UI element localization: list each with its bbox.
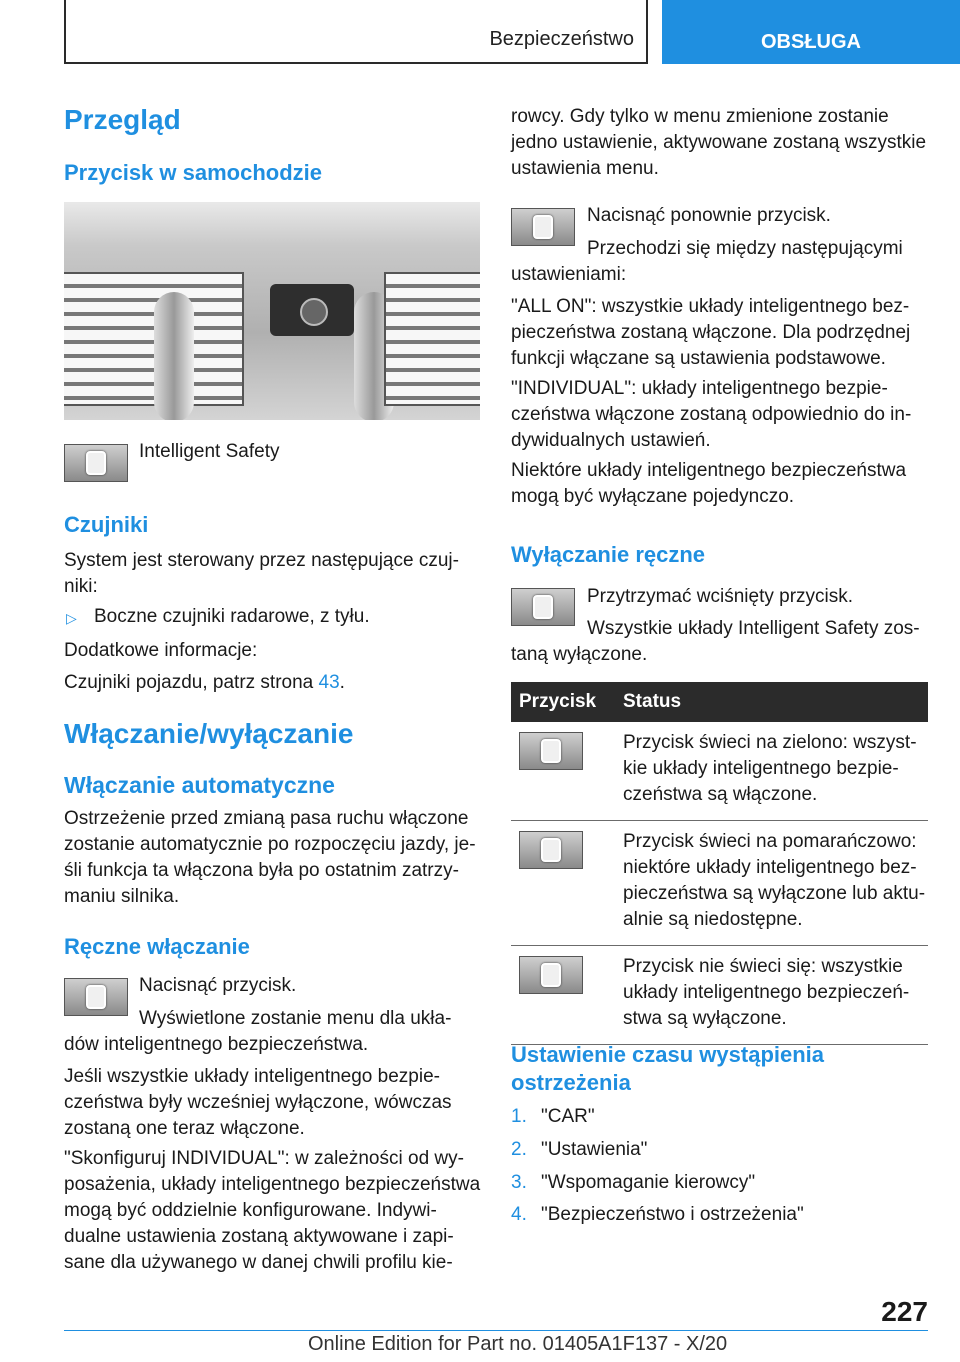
list-item: 1. "CAR" <box>511 1106 595 1127</box>
column-header-button: Przycisk <box>511 682 615 722</box>
sensors-heading: Czujniki <box>64 512 149 537</box>
manual-para-4: "Skonfiguruj INDIVIDUAL": w zależności od wy- <box>64 1148 464 1169</box>
individual-line-1: "INDIVIDUAL": układy inteligentnego bezpie- <box>511 378 888 399</box>
safety-button-green-icon <box>519 732 583 770</box>
chapter-tab[interactable]: OBSŁUGA <box>662 0 960 64</box>
auto-line-3: śli funkcja ta włączona była po ostatnim zatrzy- <box>64 860 459 881</box>
manual-para-8: sane dla używanego w danej chwili profilu kie- <box>64 1252 453 1273</box>
table-cell-line: alnie są niedostępne. <box>623 909 803 930</box>
page-title: Przegląd <box>64 104 181 135</box>
safety-button-icon <box>300 298 328 326</box>
table-cell-line: pieczeństwa są wyłączone lub aktu- <box>623 883 926 904</box>
onoff-heading: Włączanie/wyłączanie <box>64 718 354 749</box>
table-cell-line: niektóre układy inteligentnego bez- <box>623 857 917 878</box>
list-item: 2. "Ustawienia" <box>511 1139 648 1160</box>
allon-line-2: pieczeństwa zostaną włączone. Dla podrzędnej <box>511 322 911 343</box>
footer-rule <box>64 1330 928 1331</box>
all-off-line-2: taną wyłączone. <box>511 644 648 665</box>
table-cell-line: Przycisk świeci na pomarańczowo: <box>623 831 917 852</box>
hold-text: Przytrzymać wciśnięty przycisk. <box>587 586 854 607</box>
auto-line-2: zostanie automatycznie po rozpoczęciu jazdy, je- <box>64 834 476 855</box>
allon-line-1: "ALL ON": wszystkie układy inteligentnego bez- <box>511 296 910 317</box>
manual-para-2: czeństwa były wcześniej wyłączone, wówczas <box>64 1092 452 1113</box>
header-section-box <box>64 0 648 64</box>
intelligent-safety-icon <box>511 588 575 626</box>
manual-off-heading: Wyłączanie ręczne <box>511 542 706 567</box>
table-cell-line: stwa są wyłączone. <box>623 1008 787 1029</box>
some-line-2: mogą być wyłączane pojedynczo. <box>511 486 795 507</box>
table-row <box>511 722 928 821</box>
page-link[interactable]: 43 <box>318 672 340 693</box>
toggle-line-2: ustawieniami: <box>511 264 627 285</box>
more-info: Dodatkowe informacje: <box>64 640 258 661</box>
manual-step-2a: Wyświetlone zostanie menu dla ukła- <box>139 1008 452 1029</box>
intelligent-safety-icon <box>511 208 575 246</box>
table-cell-line: Przycisk świeci na zielono: wszyst- <box>623 732 917 753</box>
list-item: 3. "Wspomaganie kierowcy" <box>511 1172 756 1193</box>
sensors-text-2: niki: <box>64 576 98 597</box>
column-header-status: Status <box>615 682 928 722</box>
table-row <box>511 946 928 1045</box>
table-cell-line: kie układy inteligentnego bezpie- <box>623 758 899 779</box>
manual-para-6: mogą być oddzielnie konfigurowane. Indywi- <box>64 1200 437 1221</box>
manual-para-5: posażenia, układy inteligentnego bezpieczeństwa <box>64 1174 481 1195</box>
intelligent-safety-console <box>270 284 354 336</box>
timing-heading-1: Ustawienie czasu wystąpienia <box>511 1042 825 1067</box>
list-item: 4. "Bezpieczeństwo i ostrzeżenia" <box>511 1204 804 1225</box>
sensor-reference: Czujniki pojazdu, patrz strona 43. <box>64 672 345 693</box>
cont-line-3: ustawienia menu. <box>511 158 659 179</box>
bullet-triangle-icon: ▷ <box>66 610 77 626</box>
page-number: 227 <box>881 1296 928 1327</box>
table-cell-line: Przycisk nie świeci się: wszystkie <box>623 956 903 977</box>
all-off-line-1: Wszystkie układy Intelligent Safety zos- <box>587 618 920 639</box>
some-line-1: Niektóre układy inteligentnego bezpieczeństwa <box>511 460 907 481</box>
press-again: Nacisnąć ponownie przycisk. <box>587 205 831 226</box>
table-row <box>511 821 928 946</box>
right-air-vent <box>384 272 480 406</box>
cont-line-2: jedno ustawienie, aktywowane zostaną wszystkie <box>511 132 927 153</box>
manual-para-1: Jeśli wszystkie układy inteligentnego bezpie- <box>64 1066 440 1087</box>
manual-on-heading: Ręczne włączanie <box>64 934 250 959</box>
bullet-item: Boczne czujniki radarowe, z tyłu. <box>94 606 370 627</box>
sensors-text-1: System jest sterowany przez następujące czuj- <box>64 550 459 571</box>
toggle-line-1: Przechodzi się między następującymi <box>587 238 903 259</box>
status-table <box>511 682 928 1045</box>
table-cell-line: czeństwa są włączone. <box>623 784 818 805</box>
timing-heading-2: ostrzeżenia <box>511 1070 631 1095</box>
intelligent-safety-icon <box>64 444 128 482</box>
table-cell-line: układy inteligentnego bezpieczeń- <box>623 982 910 1003</box>
individual-line-2: czeństwa włączone zostaną odpowiednio do in- <box>511 404 912 425</box>
left-vent-knob <box>154 292 194 420</box>
table-header-row <box>511 682 928 722</box>
auto-line-4: maniu silnika. <box>64 886 180 907</box>
icon-caption: Intelligent Safety <box>139 441 280 462</box>
allon-line-3: funkcji włączane są ustawienia podstawowe. <box>511 348 886 369</box>
manual-step-2b: dów inteligentnego bezpieczeństwa. <box>64 1034 369 1055</box>
subtitle: Przycisk w samochodzie <box>64 160 322 185</box>
manual-para-7: dualne ustawienia zostaną aktywowane i zapi- <box>64 1226 454 1247</box>
individual-line-3: dywidualnych ustawień. <box>511 430 711 451</box>
safety-button-orange-icon <box>519 831 583 869</box>
manual-step-1: Nacisnąć przycisk. <box>139 975 297 996</box>
auto-heading: Włączanie automatyczne <box>64 772 335 798</box>
edition-text: Online Edition for Part no. 01405A1F137 - X/20 <box>308 1333 728 1355</box>
car-button-photo <box>64 202 480 420</box>
section-title: Bezpieczeństwo <box>489 28 634 50</box>
cont-line-1: rowcy. Gdy tylko w menu zmienione zostanie <box>511 106 889 127</box>
manual-para-3: zostaną one teraz włączone. <box>64 1118 305 1139</box>
intelligent-safety-icon <box>64 978 128 1016</box>
safety-button-off-icon <box>519 956 583 994</box>
auto-line-1: Ostrzeżenie przed zmianą pasa ruchu włączone <box>64 808 469 829</box>
